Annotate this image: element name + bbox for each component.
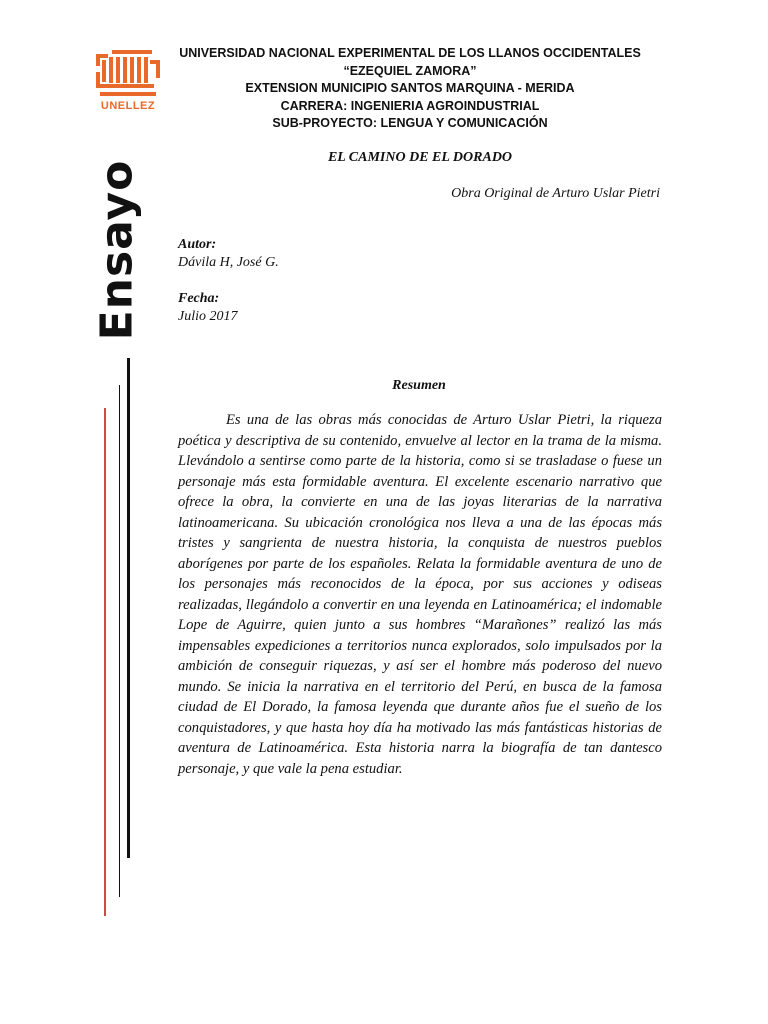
date-label: Fecha: [178,291,220,306]
logo-text: UNELLEZ [100,100,156,112]
unellez-logo-icon [92,48,164,100]
margin-line-thin [119,385,120,897]
university-name: UNIVERSIDAD NACIONAL EXPERIMENTAL DE LOS LLANOS OCCIDENTALES [179,46,641,60]
side-title: Ensayo [91,159,143,341]
margin-line-thick [127,358,130,858]
career-name: CARRERA: INGENIERIA AGROINDUSTRIAL [280,98,540,113]
document-subtitle: Obra Original de Arturo Uslar Pietri [451,186,660,201]
subproject-name: SUB-PROYECTO: LENGUA Y COMUNICACIÓN [272,116,548,130]
author-name: Dávila H, José G. [178,255,279,270]
margin-line-red [104,408,106,916]
author-label: Autor: [178,237,217,252]
university-subname: “EZEQUIEL ZAMORA” [343,63,477,78]
abstract-text: Es una de las obras más conocidas de Arturo Uslar Pietri, la riqueza poética y descriptiva de su contenido, envuelve al lector en la trama de la misma. Llevándolo a sentirse como parte de la historia, como si se trasladase o fuese un personaje más esta formidable aventura. El excelente escenario narrativo que ofrece la obra, la convierte en una de las joyas literarias de la narrativa latinoamericana. Su ubicación cronológica nos lleva a una de las épocas más tristes y sangrienta de nuestra historia, la conquista de nuestros pueblos aborígenes por parte de los españoles. Relata la formidable aventura de uno de los personajes más reconocidos de la época, por sus acciones y odiseas realizadas, llegándolo a convertir en una leyenda en Latinoamérica; el indomable Lope de Aguirre, quien junto a sus hombres “Marañones” realizó las más impensables expediciones a territorios nunca explorados, solo impulsados por la ambición de conseguir riquezas, y así ser el hombre más poderoso del nuevo mundo. Se inicia la narrativa en el territorio del Perú, en busca de la famosa ciudad de El Dorado, la famosa leyenda que durante años fue el sueño de los conquistadores, y que hasta hoy día ha motivado las más fantásticas historias de aventura de Latinoamérica. Esta historia narra la biografía de tan dantesco personaje, y que vale la pena estudiar. [178,412,662,777]
abstract-heading: Resumen [392,378,446,393]
institution-header [160,45,660,133]
document-title: EL CAMINO DE EL DORADO [327,150,513,165]
date-value: Julio 2017 [178,309,238,324]
extension-name: EXTENSION MUNICIPIO SANTOS MARQUINA - MERIDA [245,81,575,95]
